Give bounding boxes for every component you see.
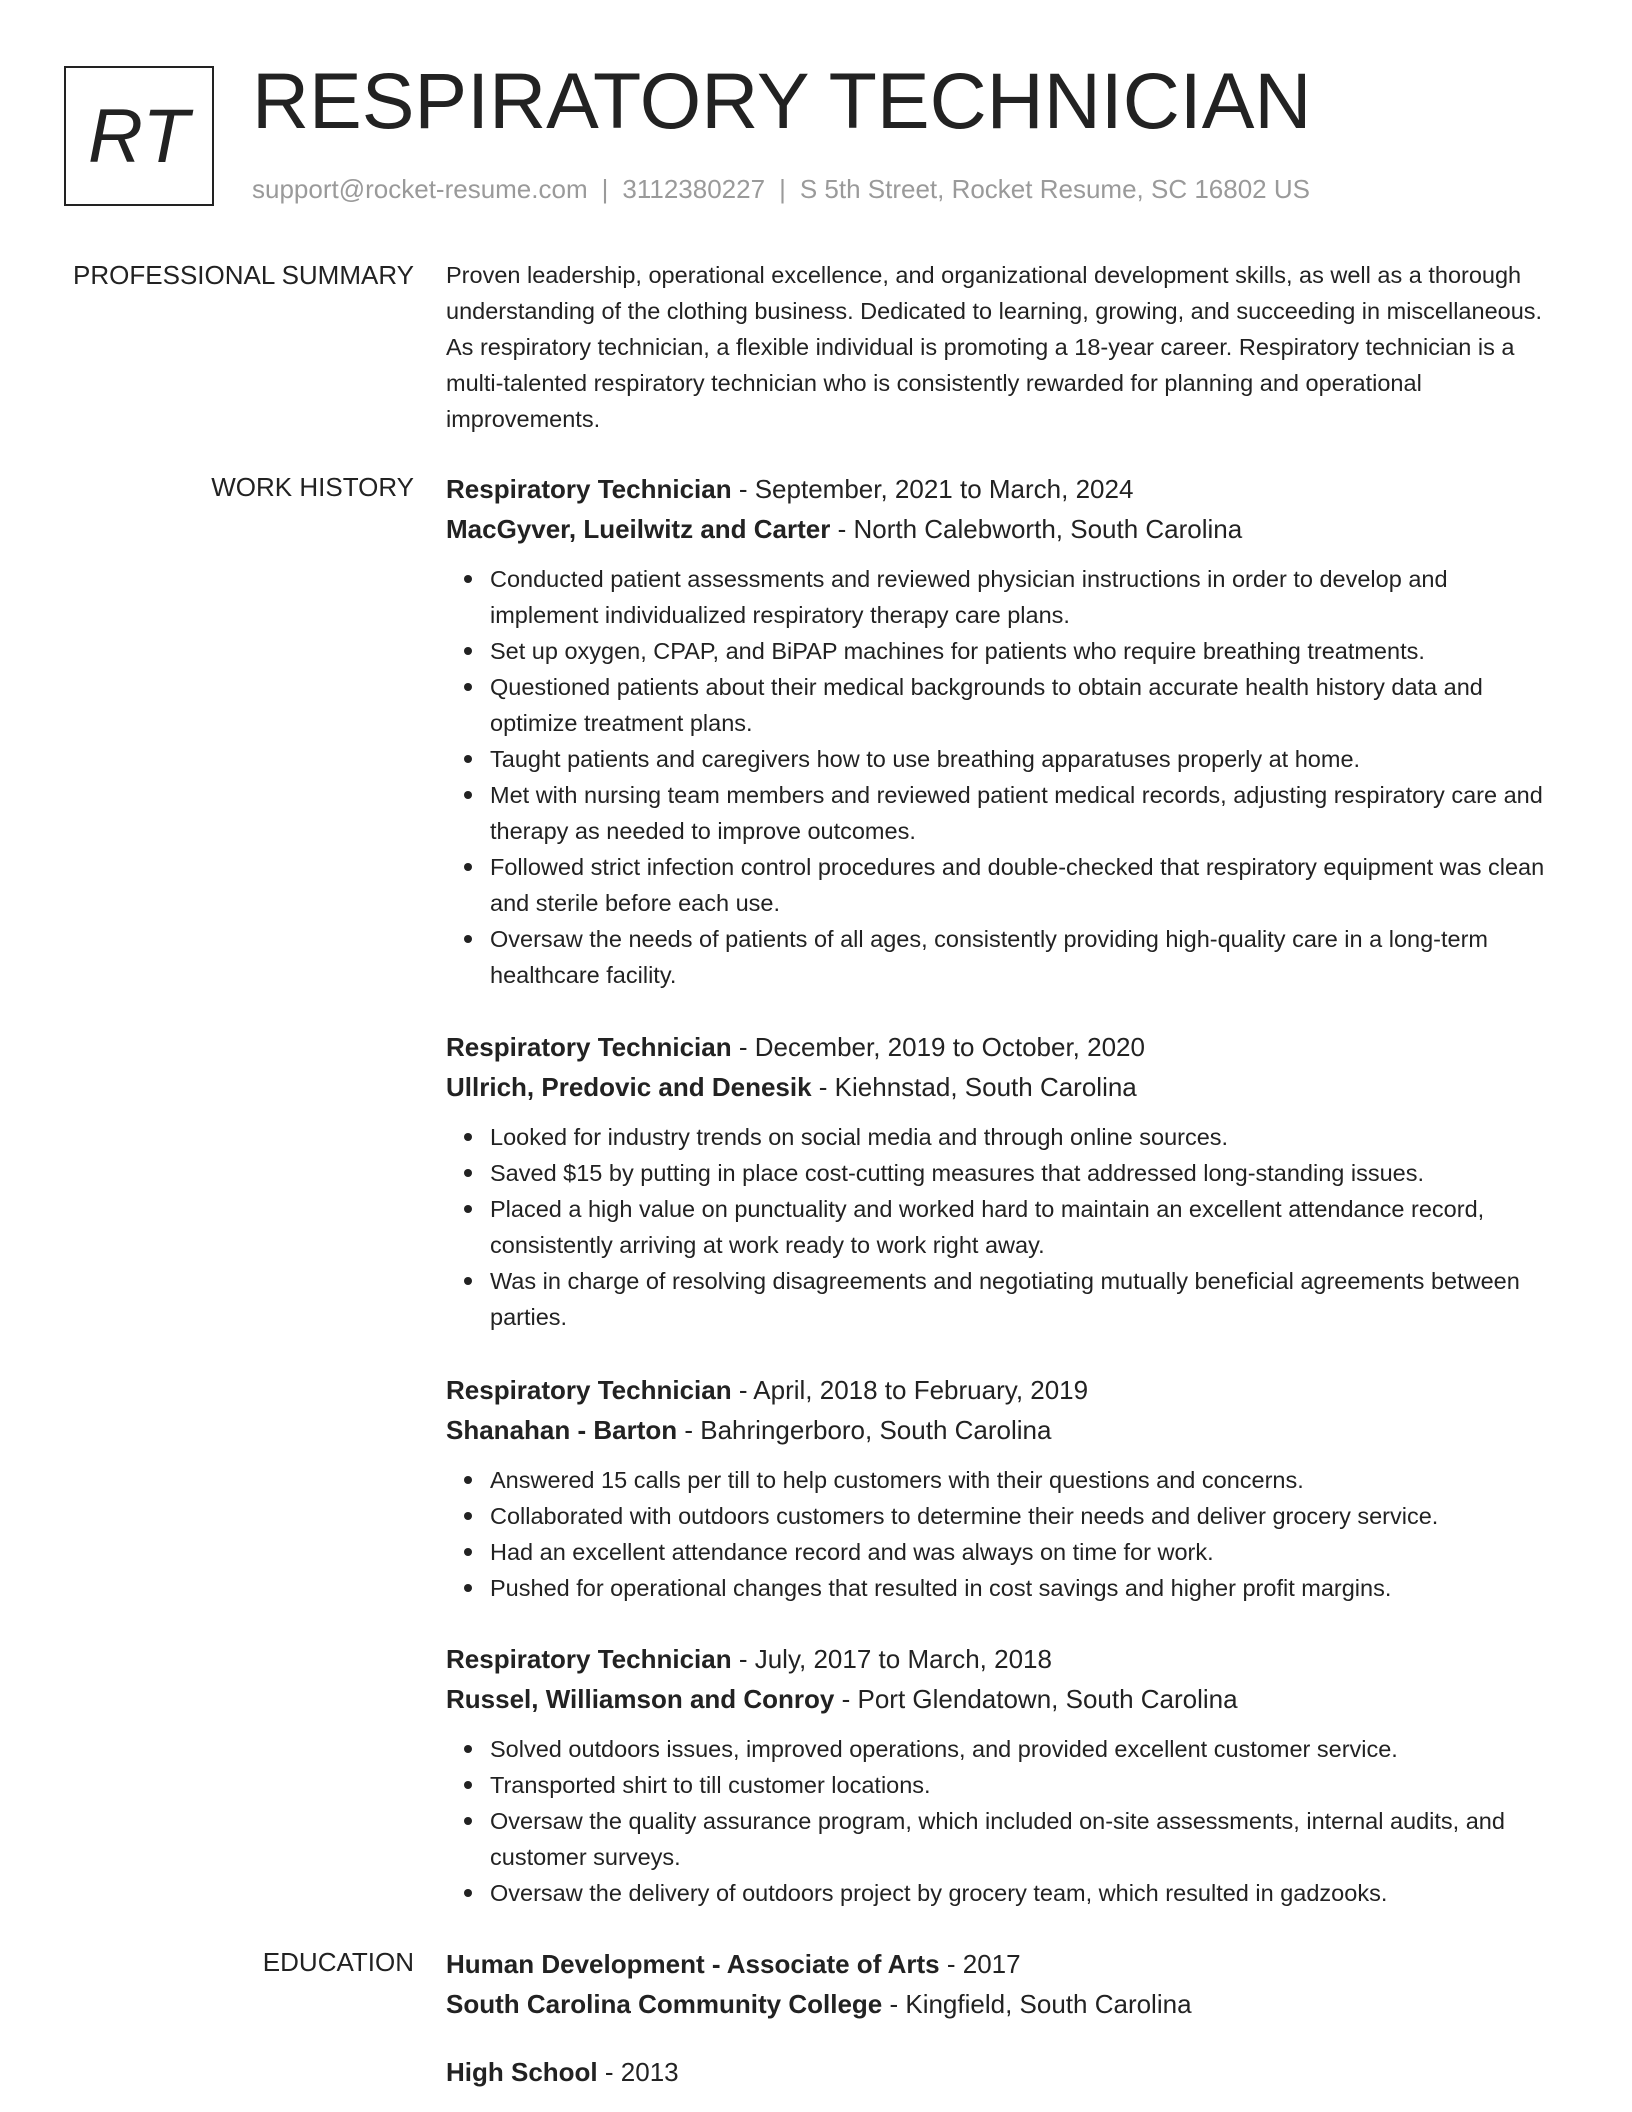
section-label-education: EDUCATION <box>262 1947 414 1977</box>
bullet-item: Met with nursing team members and reviewed patient medical records, adjusting respiratory care and therapy as needed to improve outcomes. <box>490 777 1562 849</box>
job-title: Respiratory Technician <box>446 474 732 504</box>
education-location: - Kingfield, South Carolina <box>882 1989 1192 2019</box>
job-entry <box>446 1639 1562 1911</box>
bullet-item: Followed strict infection control procedures and double-checked that respiratory equipment was clean and sterile before each use. <box>490 849 1562 921</box>
job-company: Russel, Williamson and Conroy <box>446 1684 835 1714</box>
education-entry <box>446 1944 1562 2024</box>
job-entry <box>446 1027 1562 1335</box>
job-company-line <box>446 509 1562 549</box>
job-dates: - December, 2019 to October, 2020 <box>731 1032 1145 1062</box>
job-location: - Port Glendatown, South Carolina <box>834 1684 1238 1714</box>
bullet-item: Answered 15 calls per till to help customers with their questions and concerns. <box>490 1462 1562 1498</box>
monogram-box <box>64 66 214 206</box>
education-degree: High School <box>446 2057 598 2087</box>
job-bullets <box>446 1731 1562 1911</box>
job-dates: - July, 2017 to March, 2018 <box>731 1644 1052 1674</box>
job-company-line <box>446 1679 1562 1719</box>
bullet-item: Oversaw the delivery of outdoors project by grocery team, which resulted in gadzooks. <box>490 1875 1562 1911</box>
education-year: - 2013 <box>597 2057 679 2087</box>
section-label-work-history: WORK HISTORY <box>211 472 414 502</box>
bullet-item: Saved $15 by putting in place cost-cutting measures that addressed long-standing issues. <box>490 1155 1562 1191</box>
job-company: MacGyver, Lueilwitz and Carter <box>446 514 831 544</box>
bullet-item: Taught patients and caregivers how to use breathing apparatuses properly at home. <box>490 741 1562 777</box>
job-company-line <box>446 1067 1562 1107</box>
bullet-item: Conducted patient assessments and reviewed physician instructions in order to develop and implement individualized respiratory therapy care plans. <box>490 561 1562 633</box>
job-location: - Bahringerboro, South Carolina <box>677 1415 1052 1445</box>
contact-email[interactable]: support@rocket-resume.com <box>252 174 588 204</box>
contact-separator: | <box>601 174 609 204</box>
contact-address: S 5th Street, Rocket Resume, SC 16802 US <box>799 174 1310 204</box>
job-bullets <box>446 561 1562 993</box>
job-dates: - September, 2021 to March, 2024 <box>731 474 1134 504</box>
job-title: Respiratory Technician <box>446 1032 732 1062</box>
education-degree-line <box>446 1944 1562 1984</box>
education-school-line <box>446 1984 1562 2024</box>
bullet-item: Transported shirt to till customer locations. <box>490 1767 1562 1803</box>
contact-phone[interactable]: 3112380227 <box>622 174 766 204</box>
job-title: Respiratory Technician <box>446 1644 732 1674</box>
bullet-item: Solved outdoors issues, improved operations, and provided excellent customer service. <box>490 1731 1562 1767</box>
bullet-item: Oversaw the needs of patients of all ages, consistently providing high-quality care in a long-term healthcare facility. <box>490 921 1562 993</box>
education-school: South Carolina Community College <box>446 1989 883 2019</box>
education-degree: Human Development - Associate of Arts <box>446 1949 940 1979</box>
job-title-line <box>446 469 1562 509</box>
bullet-item: Was in charge of resolving disagreements and negotiating mutually beneficial agreements between parties. <box>490 1263 1562 1335</box>
bullet-item: Placed a high value on punctuality and worked hard to maintain an excellent attendance record, consistently arriving at work ready to work right away. <box>490 1191 1562 1263</box>
monogram-initials: RT <box>88 93 190 179</box>
contact-line <box>252 172 1310 206</box>
bullet-item: Set up oxygen, CPAP, and BiPAP machines for patients who require breathing treatments. <box>490 633 1562 669</box>
bullet-item: Pushed for operational changes that resulted in cost savings and higher profit margins. <box>490 1570 1562 1606</box>
summary-text: Proven leadership, operational excellence, and organizational development skills, as well as a thorough understanding of the clothing business. Dedicated to learning, growing, and succeeding in miscellaneous. As respiratory technician, a flexible individual is promoting a 18-year career. Respiratory technician is a multi-talented respiratory technician who is consistently rewarded for planning and operational improvements. <box>446 262 1543 432</box>
resume-title: RESPIRATORY TECHNICIAN <box>252 56 1312 145</box>
job-dates: - April, 2018 to February, 2019 <box>731 1375 1089 1405</box>
job-bullets <box>446 1119 1562 1335</box>
education-entry <box>446 2052 1562 2092</box>
job-company-line <box>446 1410 1562 1450</box>
education-year: - 2017 <box>939 1949 1021 1979</box>
summary-section <box>446 257 1562 437</box>
bullet-item: Looked for industry trends on social media and through online sources. <box>490 1119 1562 1155</box>
job-company: Ullrich, Predovic and Denesik <box>446 1072 812 1102</box>
job-entry <box>446 1370 1562 1606</box>
job-title-line <box>446 1027 1562 1067</box>
bullet-item: Oversaw the quality assurance program, which included on-site assessments, internal audits, and customer surveys. <box>490 1803 1562 1875</box>
bullet-item: Had an excellent attendance record and was always on time for work. <box>490 1534 1562 1570</box>
job-location: - Kiehnstad, South Carolina <box>811 1072 1137 1102</box>
section-label-summary: PROFESSIONAL SUMMARY <box>73 260 414 290</box>
bullet-item: Questioned patients about their medical backgrounds to obtain accurate health history data and optimize treatment plans. <box>490 669 1562 741</box>
job-company: Shanahan - Barton <box>446 1415 678 1445</box>
job-entry <box>446 469 1562 993</box>
job-title-line <box>446 1370 1562 1410</box>
job-title-line <box>446 1639 1562 1679</box>
education-degree-line <box>446 2052 1562 2092</box>
bullet-item: Collaborated with outdoors customers to determine their needs and deliver grocery service. <box>490 1498 1562 1534</box>
job-bullets <box>446 1462 1562 1606</box>
job-location: - North Calebworth, South Carolina <box>830 514 1243 544</box>
job-title: Respiratory Technician <box>446 1375 732 1405</box>
contact-separator: | <box>779 174 786 204</box>
